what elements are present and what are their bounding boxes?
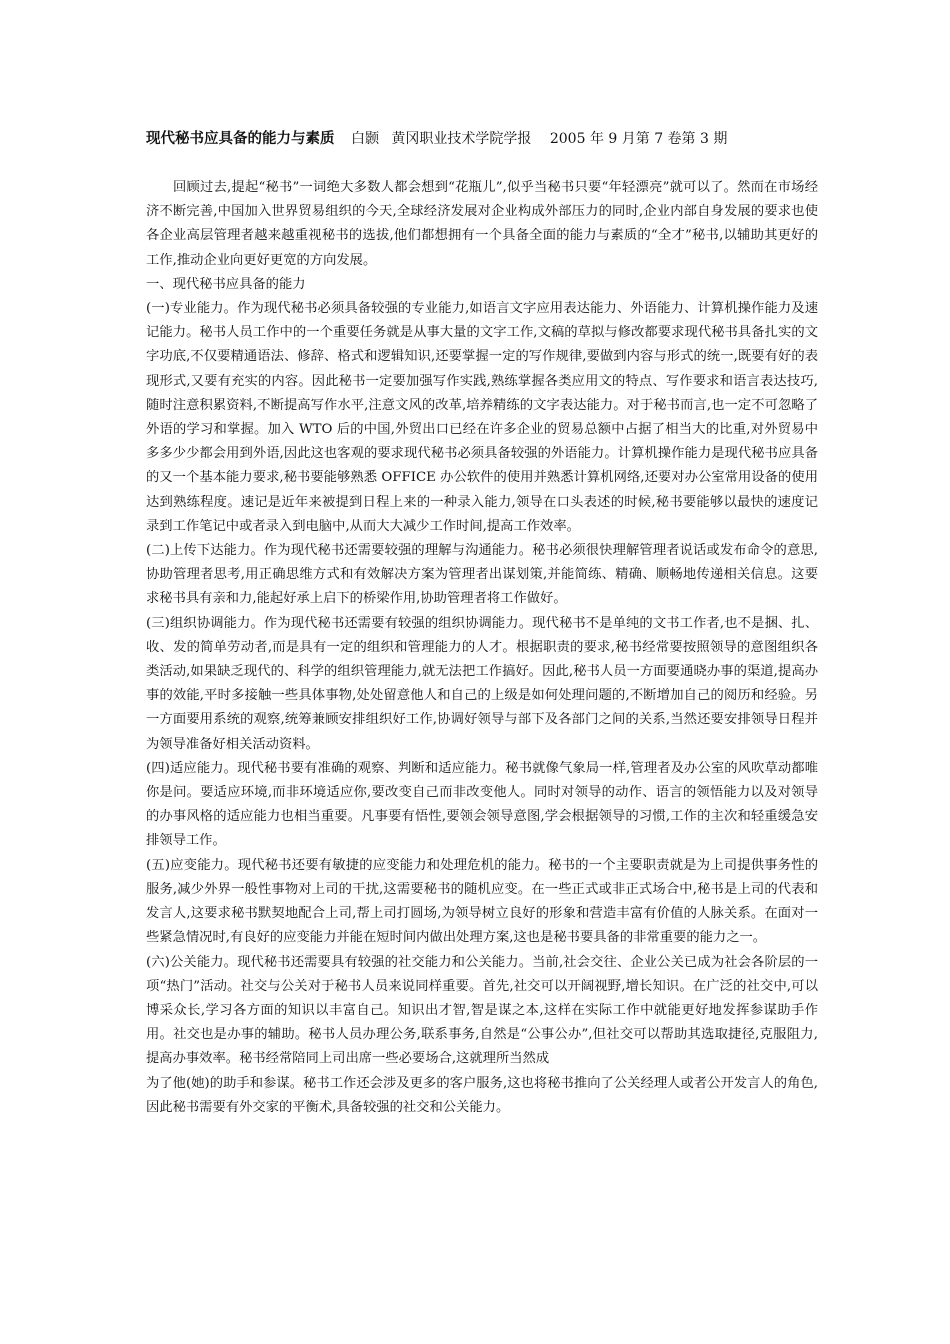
journal-name: 黄冈职业技术学院学报 bbox=[391, 131, 532, 147]
paragraph-coordination-ability: (三)组织协调能力。作为现代秘书还需要有较强的组织协调能力。现代秘书不是单纯的文书工作者,也不是捆、扎、收、发的简单劳动者,而是具有一定的组织和管理能力的人才。根据职责的要求,秘书经常要按照领导的意图组织各类活动,如果缺乏现代的、科学的组织管理能力,就无法把工作搞好。因此,秘书人员一方面要通晓办事的渠道,提高办事的效能,平时多接触一些具体事物,处处留意他人和自己的上级是如何处理问题的,不断增加自己的阅历和经验。另一方面要用系统的观察,统筹兼顾安排组织好工作,协调好领导与部下及各部门之间的关系,当然还要安排领导日程并为领导准备好相关活动资料。 bbox=[146, 615, 818, 752]
article-header bbox=[146, 129, 866, 149]
article-author: 白颢 bbox=[350, 131, 379, 147]
intro-paragraph: 回顾过去,提起“秘书”一词绝大多数人都会想到“花瓶儿”,似乎当秘书只要“年轻漂亮”就可以了。然而在市场经济不断完善,中国加入世界贸易组织的今天,全球经济发展对企业构成外部压力的同时,企业内部自身发展的要求也使各企业高层管理者越来越重视秘书的选拔,他们都想拥有一个具备全面的能力与素质的“全才”秘书,以辅助其更好的工作,推动企业向更好更宽的方向发展。 bbox=[146, 180, 818, 268]
paragraph-public-relations-continued: 为了他(她)的助手和参谋。秘书工作还会涉及更多的客户服务,这也将秘书推向了公关经理人或者公开发言人的角色,因此秘书需要有外交家的平衡术,具备较强的社交和公关能力。 bbox=[146, 1075, 818, 1115]
article-body bbox=[146, 176, 818, 1120]
journal-issue: 2005 年 9 月第 7 卷第 3 期 bbox=[549, 131, 728, 147]
paragraph-professional-ability: (一)专业能力。作为现代秘书必须具备较强的专业能力,如语言文字应用表达能力、外语能力、计算机操作能力及速记能力。秘书人员工作中的一个重要任务就是从事大量的文字工作,文稿的草拟与修改都要求现代秘书具备扎实的文字功底,不仅要精通语法、修辞、格式和逻辑知识,还要掌握一定的写作规律,要做到内容与形式的统一,既要有好的表现形式,又要有充实的内容。因此秘书一定要加强写作实践,熟练掌握各类应用文的特点、写作要求和语言表达技巧,随时注意积累资料,不断提高写作水平,注意文风的改革,培养精练的文字表达能力。对于秘书而言,也一定不可忽略了外语的学习和掌握。加入 WTO 后的中国,外贸出口已经在许多企业的贸易总额中占据了相当大的比重,对外贸易中多多少少都会用到外语,因此这也客观的要求现代秘书必须具备较强的外语能力。计算机操作能力是现代秘书应具备的又一个基本能力要求,秘书要能够熟悉 OFFICE 办公软件的使用并熟悉计算机网络,还要对办公室常用设备的使用达到熟练程度。速记是近年来被提到日程上来的一种录入能力,领导在口头表述的时候,秘书要能够以最快的速度记录到工作笔记中或者录入到电脑中,从而大大减少工作时间,提高工作效率。 bbox=[146, 301, 818, 534]
section-heading: 一、现代秘书应具备的能力 bbox=[146, 276, 306, 292]
paragraph-flexibility: (五)应变能力。现代秘书还要有敏捷的应变能力和处理危机的能力。秘书的一个主要职责就是为上司提供事务性的服务,减少外界一般性事物对上司的干扰,这需要秘书的随机应变。在一些正式或非正式场合中,秘书是上司的代表和发言人,这要求秘书默契地配合上司,帮上司打圆场,为领导树立良好的形象和营造丰富有价值的人脉关系。在面对一些紧急情况时,有良好的应变能力并能在短时间内做出处理方案,这也是秘书要具备的非常重要的能力之一。 bbox=[146, 857, 818, 946]
paragraph-public-relations: (六)公关能力。现代秘书还需要具有较强的社交能力和公关能力。当前,社会交往、企业公关已成为社会各阶层的一项“热门”活动。社交与公关对于秘书人员来说同样重要。首先,社交可以开阔视野,增长知识。在广泛的社交中,可以博采众长,学习各方面的知识以丰富自己。知识出才智,智是谋之本,这样在实际工作中就能更好地发挥参谋助手作用。社交也是办事的辅助。秘书人员办理公务,联系事务,自然是“公事公办”,但社交可以帮助其选取捷径,克服阻力,提高办事效率。秘书经常陪同上司出席一些必要场合,这就理所当然成 bbox=[146, 954, 818, 1067]
paragraph-adaptability: (四)适应能力。现代秘书要有准确的观察、判断和适应能力。秘书就像气象局一样,管理者及办公室的风吹草动都唯你是问。要适应环境,而非环境适应你,要改变自己而非改变他人。同时对领导的动作、语言的领悟能力以及对领导的办事风格的适应能力也相当重要。凡事要有悟性,要领会领导意图,学会根据领导的习惯,工作的主次和轻重缓急安排领导工作。 bbox=[146, 760, 818, 849]
article-title: 现代秘书应具备的能力与素质 bbox=[146, 130, 335, 147]
paragraph-communication-ability: (二)上传下达能力。作为现代秘书还需要较强的理解与沟通能力。秘书必须很快理解管理者说话或发布命令的意思,协助管理者思考,用正确思维方式和有效解决方案为管理者出谋划策,并能简练、精确、顺畅地传递相关信息。这要求秘书具有亲和力,能起好承上启下的桥梁作用,协助管理者将工作做好。 bbox=[146, 543, 818, 607]
